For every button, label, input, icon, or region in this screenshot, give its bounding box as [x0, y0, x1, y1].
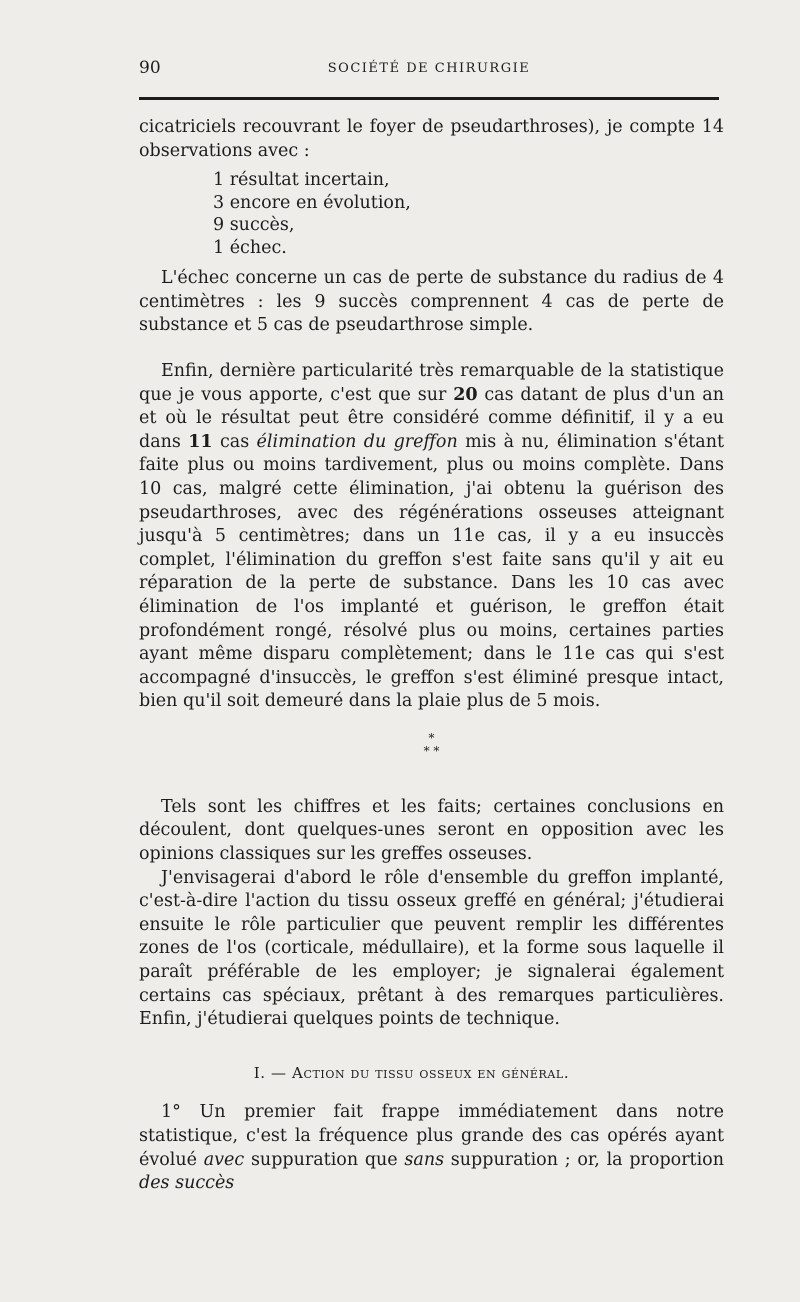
- text-run: cas: [212, 431, 257, 452]
- paragraph-6: [139, 1101, 724, 1195]
- italic-word: avec: [203, 1149, 245, 1170]
- list-item: 1 échec.: [213, 237, 287, 258]
- page-number: 90: [139, 58, 161, 78]
- italic-phrase: élimination du greffon: [256, 431, 458, 452]
- bold-number: 11: [188, 431, 213, 452]
- bold-number: 20: [453, 384, 478, 405]
- text-run: 1° Un premier fait frappe immédiatement dans notre statistique, c'est la fréquence plus grande des cas opérés ayant évolué: [139, 1102, 724, 1170]
- paragraph-3: [139, 360, 724, 714]
- body-text: [139, 116, 724, 1196]
- asterism-bottom: * *: [423, 743, 440, 758]
- paragraph-2: L'échec concerne un cas de perte de substance du radius de 4 centimètres : les 9 succès comprennent 4 cas de perte de substance et 5 cas de pseudarthrose simple.: [139, 268, 724, 336]
- italic-phrase: des succès: [139, 1173, 235, 1194]
- asterism-top: *: [428, 730, 435, 745]
- section-heading: I. — Action du tissu osseux en général.: [253, 1063, 570, 1082]
- text-run: mis à nu, élimination s'étant faite plus ou moins tardivement, plus ou moins complète. Dans 10 cas, malgré cette élimination, j'ai obtenu la guérison des pseudarthroses, avec des régénérations osseuses atteignant jusqu'à 5 centimètres; dans un 11e cas, il y a eu insuccès complet, l'élimination du greffon s'est faite sans qu'il y ait eu réparation de la perte de substance. Dans les 10 cas avec élimination de l'os implanté et guérison, le greffon était profondément rongé, résolvé plus ou moins, certaines parties ayant même disparu complètement; dans le 11e cas qui s'est accompagné d'insuccès, le greffon s'est éliminé presque intact, bien qu'il soit demeuré dans la plaie plus de 5 mois.: [139, 431, 725, 712]
- text-run: Enfin, dernière particularité très remarquable de la statistique que je vous apporte, c'est que sur: [139, 360, 724, 405]
- paragraph-1: cicatriciels recouvrant le foyer de pseudarthroses), je compte 14 observations avec :: [139, 117, 724, 161]
- section-asterism: [139, 732, 724, 758]
- text-run: suppuration ; or, la proportion: [444, 1149, 724, 1170]
- italic-word: sans: [404, 1149, 445, 1170]
- page-header: [139, 58, 719, 88]
- text-run: cas datant de plus d'un an et où le résultat peut être considéré comme définitif, il y a eu dans: [139, 384, 724, 452]
- paragraph-5: J'envisagerai d'abord le rôle d'ensemble du greffon implanté, c'est-à-dire l'action du tissu osseux greffé en général; j'étudierai ensuite le rôle particulier que peuvent remplir les différentes zones de l'os (corticale, médullaire), et la forme sous laquelle il paraît préférable de les employer; je signalerai également certains cas spéciaux, prêtant à des remarques particulières. Enfin, j'étudierai quelques points de technique.: [139, 867, 724, 1030]
- paragraph-4: Tels sont les chiffres et les faits; certaines conclusions en découlent, dont quelques-unes seront en opposition avec les opinions classiques sur les greffes osseuses.: [139, 796, 724, 865]
- running-title: SOCIÉTÉ DE CHIRURGIE: [327, 61, 531, 76]
- text-run: suppuration que: [244, 1149, 405, 1170]
- list-item: 1 résultat incertain,: [213, 170, 390, 191]
- results-list: [213, 169, 724, 259]
- list-item: 9 succès,: [213, 215, 295, 236]
- list-item: 3 encore en évolution,: [213, 192, 411, 213]
- header-rule: [139, 97, 719, 100]
